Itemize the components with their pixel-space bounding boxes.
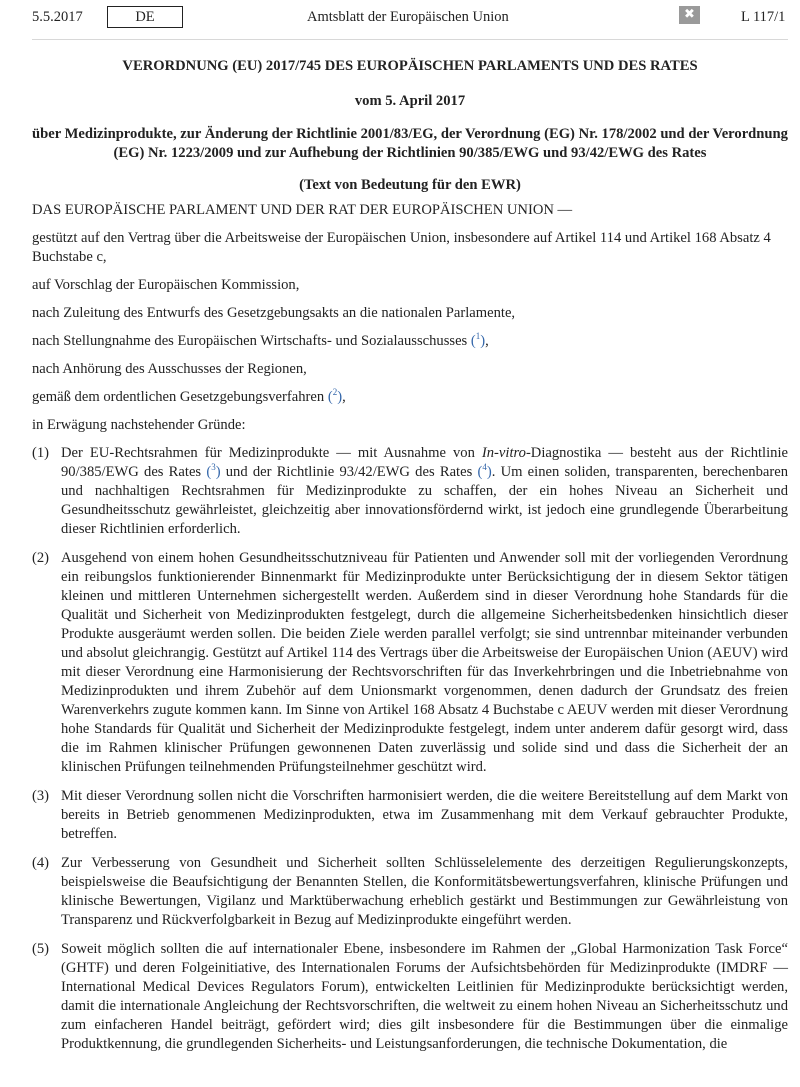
document-body — [32, 57, 788, 1064]
journal-header — [0, 6, 800, 30]
preamble-proposal: auf Vorschlag der Europäischen Kommission, — [32, 277, 300, 293]
recital-text: Zur Verbesserung von Gesundheit und Sicherheit sollten Schlüsselelemente des derzeitigen Regulierungskonzepts, beispielsweise die Beaufsichtigung der Benannten Stellen, die Konformitätsbewertungsverfahren, klinische Prüfungen und klinische Bewertungen, Vigilanz und Marktüberwachung erheblich gestärkt und Bestimmungen zur Gewährleistung von Transparenz und Rückverfolgbarkeit in Bezug auf Medizinprodukte eingeführt werden. — [61, 855, 788, 928]
eea-relevance: (Text von Bedeutung für den EWR) — [299, 177, 521, 193]
regulation-subject: über Medizinprodukte, zur Änderung der Richtlinie 2001/83/EG, der Verordnung (EG) Nr. 178/2002 und der Verordnung (EG) Nr. 1223/2009 und zur Aufhebung der Richtlinien 90/385/EWG und 93/42/EWG des Rates — [32, 126, 788, 161]
footnote-link-4[interactable]: ($^4$) — [477, 462, 492, 480]
recital-5 — [32, 940, 788, 1054]
publication-date: 5.5.2017 — [32, 9, 83, 25]
page-reference: L 117/1 — [741, 9, 786, 25]
recital-number: (5) — [32, 941, 50, 957]
preamble-whereas: in Erwägung nachstehender Gründe: — [32, 417, 246, 433]
recital-4 — [32, 854, 788, 930]
regulation-date: vom 5. April 2017 — [354, 93, 466, 109]
recital-number: (4) — [32, 855, 50, 871]
preamble-parliaments: nach Zuleitung des Entwurfs des Gesetzgebungsakts an die nationalen Parlamente, — [32, 305, 516, 321]
language-selector[interactable]: DE — [107, 6, 183, 28]
preamble-legal-basis: gestützt auf den Vertrag über die Arbeitsweise der Europäischen Union, insbesondere auf Artikel 114 und Artikel 168 Absatz 4 Buchstabe c, — [32, 230, 771, 265]
recital-text: Ausgehend von einem hohen Gesundheitsschutzniveau für Patienten und Anwender soll mit der vorliegenden Verordnung ein reibungslos funktionierender Binnenmarkt für Medizinprodukte unter Berücksichtigung der in diesem Sektor tätigen kleinen und mittleren Unternehmen sichergestellt werden. Außerdem sind in dieser Verordnung hohe Standards für die Qualität und Sicherheit von Medizinprodukten festgelegt, durch die allgemeine Sicherheitsbedenken hinsichtlich dieser Produkte ausgeräumt werden sollen. Die beiden Ziele werden parallel verfolgt; sie sind untrennbar miteinander verbunden und absolut gleichrangig. Gestützt auf Artikel 114 des Vertrags über die Arbeitsweise der Europäischen Union (AEUV) wird mit dieser Verordnung eine Harmonisierung der Rechtsvorschriften für das Inverkehrbringen und die Inbetriebnahme von Medizinprodukten und ihrem Zubehör auf dem Unionsmarkt vorgenommen, denen dadurch der Grundsatz des freien Warenverkehrs zugute kommen kann. Im Sinne von Artikel 168 Absatz 4 Buchstabe c AEUV werden mit dieser Verordnung hohe Standards für Qualität und Sicherheit der Medizinprodukte festgelegt, indem unter anderem dafür gesorgt wird, dass die im Rahmen klinischer Prüfungen gewonnenen Daten zuverlässig und solide sind und dass die Sicherheit der an klinischen Prüfungen teilnehmenden Prüfungsteilnehmer geschützt wird. — [61, 550, 788, 775]
footnote-link-3[interactable]: ($^3$) — [206, 462, 221, 480]
recital-text: Der EU-Rechtsrahmen für Medizinprodukte — mit Ausnahme von In-vitro-Diagnostika — besteht aus der Richtlinie 90/385/EWG des Rates ($^3$) und der Richtlinie 93/42/EWG des Rates ($^4$). Um einen soliden, transparenten, berechenbaren und nachhaltigen Rechtsrahmen für Medizinprodukte zu schaffen, der ein hohes Niveau an Sicherheit und Gesundheitsschutz gewährleistet, gleichzeitig aber innovationsfördernd wirkt, ist jedoch eine grundlegende Überarbeitung dieser Richtlinien erforderlich. — [61, 445, 788, 537]
recital-text: Mit dieser Verordnung sollen nicht die Vorschriften harmonisiert werden, die die weitere Bereitstellung auf dem Markt von bereits in Betrieb genommenen Medizinprodukten, etwa im Zusammenhang mit dem Verkauf gebrauchter Produkte, betreffen. — [61, 788, 788, 842]
recital-3 — [32, 787, 788, 844]
header-divider — [32, 39, 788, 40]
recital-2 — [32, 549, 788, 777]
preamble-regions: nach Anhörung des Ausschusses der Regionen, — [32, 361, 307, 377]
recital-number: (1) — [32, 445, 50, 461]
recital-number: (3) — [32, 788, 50, 804]
journal-title: Amtsblatt der Europäischen Union — [307, 9, 509, 25]
footnote-link-1[interactable]: ($^1$) — [470, 331, 486, 349]
preamble-procedure-text: gemäß dem ordentlichen Gesetzgebungsverfahren — [32, 389, 325, 405]
preamble-ecosoc-text: nach Stellungnahme des Europäischen Wirtschafts- und Sozialausschusses — [32, 333, 468, 349]
recital-1 — [32, 444, 788, 539]
preamble-ecosoc: nach Stellungnahme des Europäischen Wirtschafts- und Sozialausschusses ($^1$), — [32, 331, 489, 349]
preamble-intro: DAS EUROPÄISCHE PARLAMENT UND DER RAT DER EUROPÄISCHEN UNION — — [32, 202, 573, 218]
recital-text: Soweit möglich sollten die auf internationaler Ebene, insbesondere im Rahmen der „Global Harmonization Task Force“ (GHTF) und deren Folgeinitiative, des Internationalen Forums der Aufsichtsbehörden für Medizinprodukte (IMDRF — International Medical Devices Regulators Forum), entwickelten Leitlinien für Medizinprodukte berücksichtigt werden, damit die internationale Angleichung der Rechtsvorschriften, die weltweit zu einem hohen Niveau an Sicherheitsschutz und zum einfacheren Handel beiträgt, gefördert wird; dies gilt insbesondere für die Bestimmungen über die einmalige Produktkennung, die grundlegenden Sicherheits- und Leistungsanforderungen, die technische Dokumentation, die — [61, 941, 788, 1052]
recital-number: (2) — [32, 550, 50, 566]
close-icon[interactable]: ✖ — [679, 6, 700, 24]
preamble-procedure: gemäß dem ordentlichen Gesetzgebungsverfahren ($^2$), — [32, 387, 346, 405]
regulation-title: VERORDNUNG (EU) 2017/745 DES EUROPÄISCHEN PARLAMENTS UND DES RATES — [122, 58, 698, 74]
footnote-link-2[interactable]: ($^2$) — [327, 387, 343, 405]
